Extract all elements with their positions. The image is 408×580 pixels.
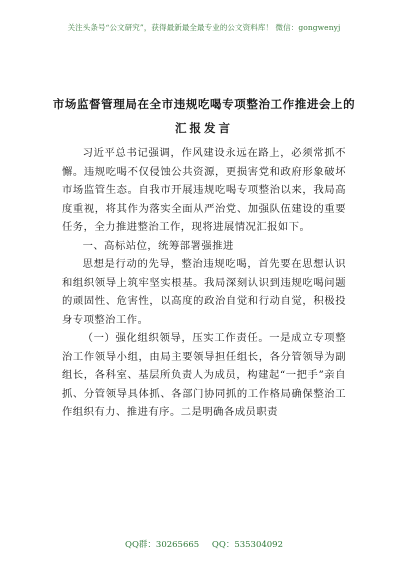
document-title: 市场监督管理局在全市违规吃喝专项整治工作推进会上的 [52,97,356,111]
paragraph-intro: 习近平总书记强调，作风建设永远在路上，必须常抓不懈。违规吃喝不仅侵蚀公共资源，更损害党和政府形象破坏市场监管生态。自我市开展违规吃喝专项整治以来，我局高度重视，将其作为落实全面从严治党、加强队伍建设的重要任务，全力推进整治工作，现将进展情况汇报如下。 [62,147,346,233]
document-body [62,144,346,422]
document-subtitle: 汇报发言 [175,121,233,135]
footer-qq-group: QQ群：30265665 [124,540,200,550]
paragraph-organization: （一）强化组织领导，压实工作责任。一是成立专项整治工作领导小组，由局主要领导担任组长，各分管领导为副组长，各科室、基层所负责人为成员，构建起“一把手”亲自抓、分管领导具体抓、各部门协同抓的工作格局确保整治工作组织有力、推进有序。二是明确各成员职责 [62,332,346,418]
header-note: 关注头条号“公文研究”，获得最新最全最专业的公文资料库！ 微信：gongwenyj [67,23,341,32]
section-heading: 一、高标站位，统筹部署强推进 [82,239,234,252]
footer-qq: QQ：535304092 [211,540,283,550]
paragraph-thinking: 思想是行动的先导，整治违规吃喝，首先要在思想认识和组织领导上筑牢坚实根基。我局深刻认识到违规吃喝问题的顽固性、危害性，以高度的政治自觉和行动自觉，积极投身专项整治工作。 [62,258,346,326]
footer-contact [0,538,408,550]
